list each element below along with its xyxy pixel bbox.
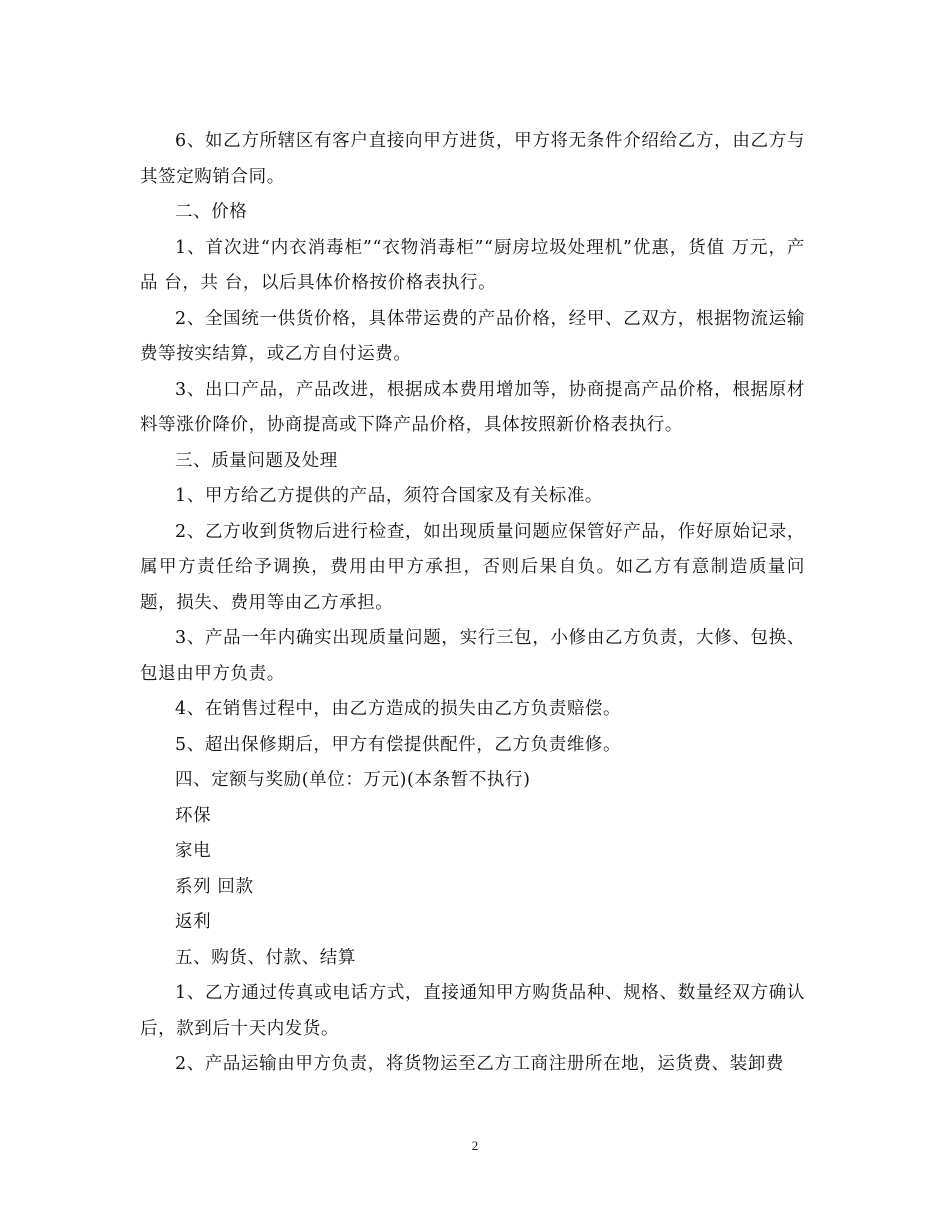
clause-3-5: 5、超出保修期后，甲方有偿提供配件，乙方负责维修。 [175, 734, 622, 755]
section-heading-quota: 四、定额与奖励(单位：万元)(本条暂不执行) [175, 770, 531, 790]
clause-2-2: 2、全国统一供货价格，具体带运费的产品价格，经甲、乙双方，根据物流运输费等按实结算，或乙方自付运费。 [140, 308, 805, 364]
quota-line-4: 返利 [175, 912, 212, 932]
page-number: 2 [471, 1138, 479, 1153]
clause-2-3: 3、出口产品，产品改进，根据成本费用增加等，协商提高产品价格，根据原材料等涨价降价，协商提高或下降产品价格，具体按照新价格表执行。 [140, 379, 805, 435]
clause-3-3: 3、产品一年内确实出现质量问题，实行三包，小修由乙方负责，大修、包换、包退由甲方负责。 [140, 628, 805, 684]
quota-line-3: 系列 回款 [175, 876, 254, 897]
clause-5-1: 1、乙方通过传真或电话方式，直接通知甲方购货品种、规格、数量经双方确认后，款到后十天内发货。 [140, 983, 805, 1039]
clause-2-1: 1、首次进“内衣消毒柜”“衣物消毒柜”“厨房垃圾处理机”优惠，货值 万元，产品 台，共 台，以后具体价格按价格表执行。 [140, 237, 805, 293]
clause-5-2: 2、产品运输由甲方负责，将货物运至乙方工商注册所在地，运货费、装卸费 [175, 1054, 785, 1074]
clause-3-4: 4、在销售过程中，由乙方造成的损失由乙方负责赔偿。 [175, 699, 622, 719]
section-heading-quality: 三、质量问题及处理 [175, 450, 338, 471]
quota-line-1: 环保 [175, 805, 212, 826]
clause-3-2: 2、乙方收到货物后进行检查，如出现质量问题应保管好产品，作好原始记录，属甲方责任给予调换，费用由甲方承担，否则后果自负。如乙方有意制造质量问题，损失、费用等由乙方承担。 [140, 521, 805, 613]
clause-3-1: 1、甲方给乙方提供的产品，须符合国家及有关标准。 [175, 486, 604, 506]
clause-1-6: 6、如乙方所辖区有客户直接向甲方进货，甲方将无条件介绍给乙方，由乙方与其签定购销合同。 [140, 131, 805, 187]
quota-line-2: 家电 [175, 841, 212, 861]
section-heading-price: 二、价格 [175, 202, 248, 222]
section-heading-payment: 五、购货、付款、结算 [175, 947, 356, 968]
document-body [140, 124, 805, 1083]
